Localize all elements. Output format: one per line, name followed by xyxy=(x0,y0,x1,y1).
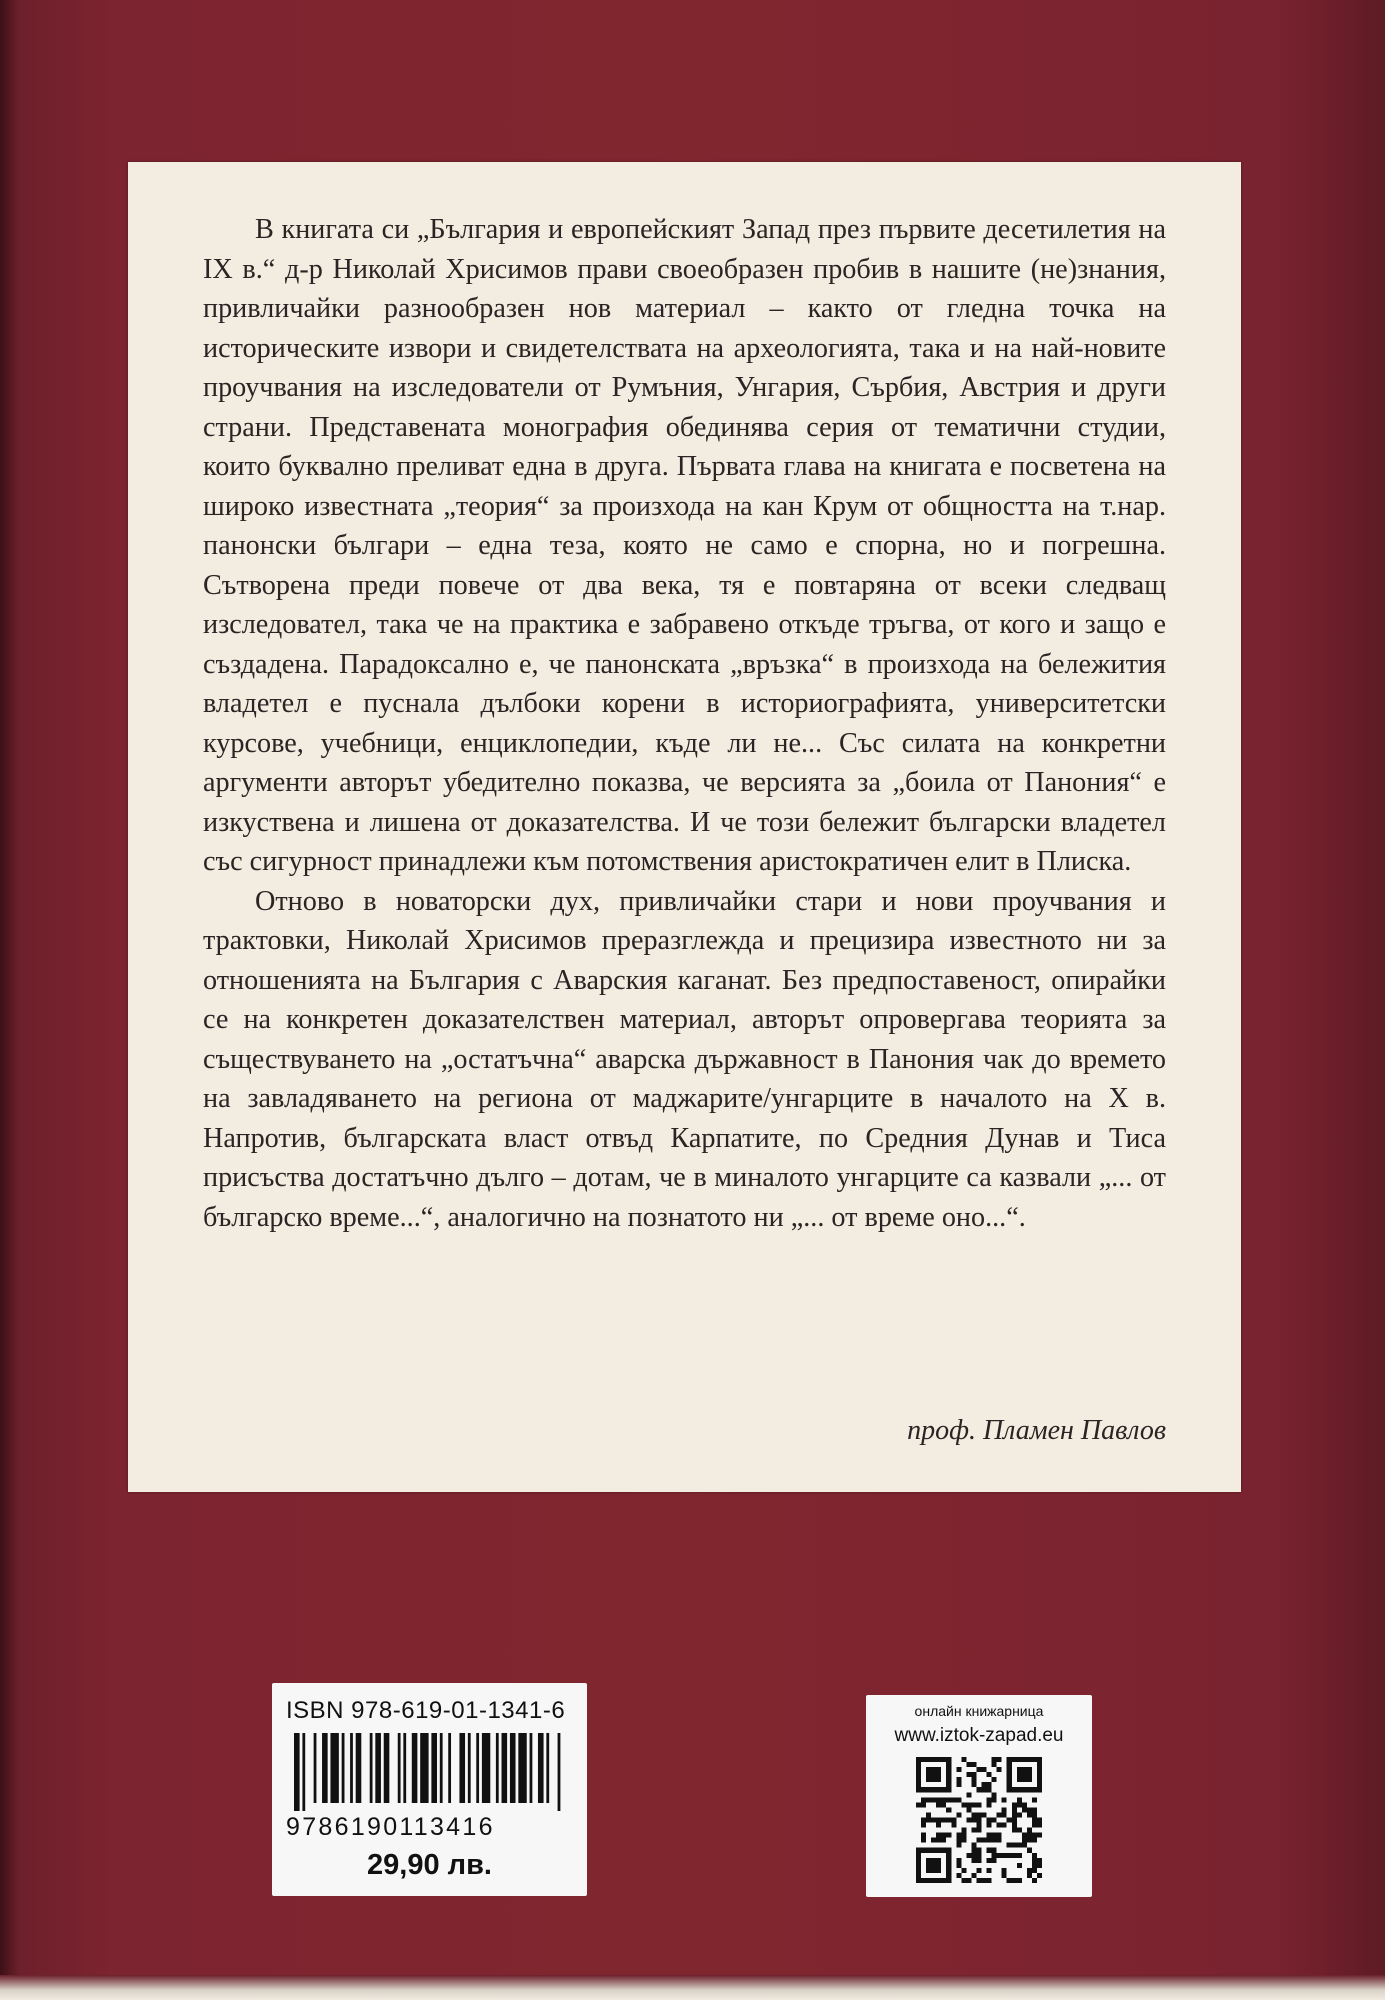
blurb-panel xyxy=(128,162,1241,1492)
spine-edge xyxy=(0,0,18,2000)
blurb-paragraph-1: В книгата си „България и европейският Запад през първите десетилетия на IX в.“ д-р Николай Хрисимов прави своеобразен пробив в нашите (не)знания, привличайки разнообразен нов материал – както от гледна точка на историческите извори и свидетелствата на археологията, така и на най-новите проучвания на изследователи от Румъния, Унгария, Сърбия, Австрия и други страни. Представената монография обединява серия от тематични студии, които буквално преливат една в друга. Първата глава на книгата е посветена на широко известната „теория“ за произхода на кан Крум от общността на т.нар. панонски българи – една теза, която не само е спорна, но и погрешна. Сътворена преди повече от два века, тя е повтаряна от всеки следващ изследовател, така че на практика е забравено откъде тръгва, от кого и защо е създадена. Парадоксално е, че панонската „връзка“ в произхода на бележития владетел е пуснала дълбоки корени в историографията, университетски курсове, учебници, енциклопедии, къде ли не... Със силата на конкретни аргументи авторът убедително показва, че версията за „боила от Панония“ е изкуствена и лишена от доказателства. И че този бележит български владетел със сигурност принадлежи към потомствения аристократичен елит в Плиска. xyxy=(203,214,1166,877)
qr-code-icon xyxy=(916,1757,1042,1883)
price: 29,90 лв. xyxy=(367,1849,492,1881)
barcode-digits: 9786190113416 xyxy=(286,1813,495,1841)
blurb-paragraph-2: Отново в новаторски дух, привличайки стари и нови проучвания и трактовки, Николай Хрисимов преразглежда и прецизира известното ни за отношенията на България с Аварския каганат. Без предпоставеност, опирайки се на конкретен доказателствен материал, авторът опровергава теорията за съществуването на „остатъчна“ аварска държавност в Панония чак до времето на завладяването на региона от маджарите/унгарците в началото на X в. Напротив, българската власт отвъд Карпатите, по Средния Дунав и Тиса присъства достатъчно дълго – дотам, че в миналото унгарците са казвали „... от българско време...“, аналогично на познатото ни „... от време оно...“. xyxy=(203,885,1166,1233)
blurb-text xyxy=(203,210,1166,1237)
online-store-url: www.iztok-zapad.eu xyxy=(894,1725,1064,1746)
online-store-label xyxy=(866,1695,1092,1897)
blurb-signature: проф. Пламен Павлов xyxy=(907,1415,1166,1446)
isbn-price-label xyxy=(272,1683,587,1896)
online-store-caption: онлайн книжарница xyxy=(914,1703,1044,1719)
isbn-number: ISBN 978-619-01-1341-6 xyxy=(286,1697,566,1724)
barcode-icon xyxy=(294,1733,566,1811)
page-edge xyxy=(0,1975,1385,2000)
